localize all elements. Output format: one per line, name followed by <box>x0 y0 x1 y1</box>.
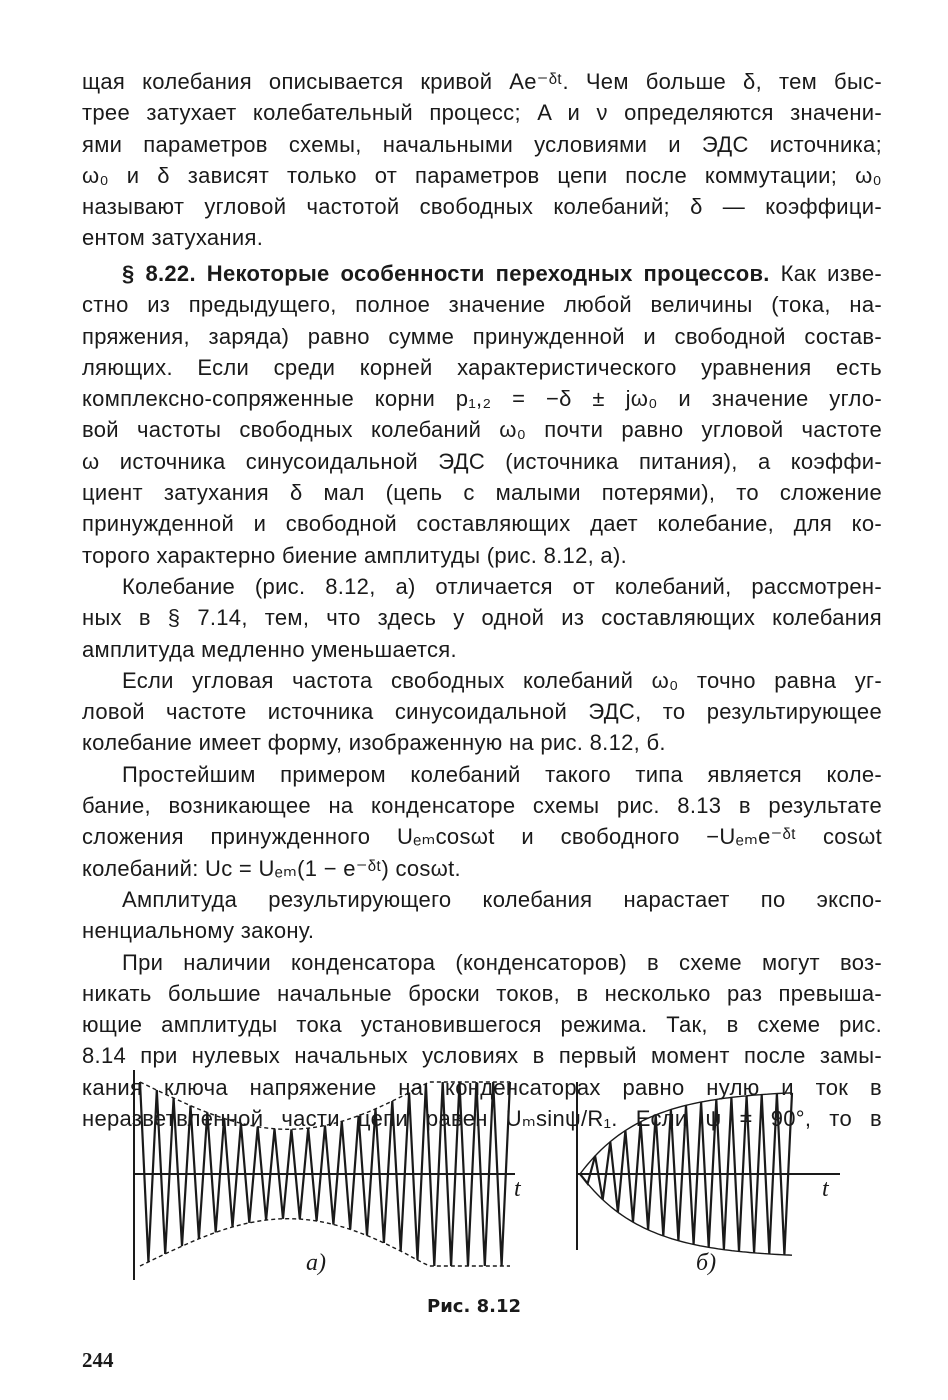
text-line: щая колебания описывается кривой Ae⁻ᵟᵗ. Чем больше δ, тем быс- <box>82 69 882 94</box>
text-line: стно из предыдущего, полное значение любой величины (тока, на- <box>82 292 882 318</box>
text-line: бание, возникающее на конденсаторе схемы рис. 8.13 в результате <box>82 793 882 819</box>
text-line: колебание имеет форму, изображенную на рис. 8.12, б. <box>82 730 666 756</box>
section-8-22 <box>82 258 882 1134</box>
text-line: ентом затухания. <box>82 225 264 251</box>
text-line: циент затухания δ мал (цепь с малыми потерями), то сложение <box>82 480 882 506</box>
text-line: торого характерно биение амплитуды (рис. 8.12, а). <box>82 542 628 568</box>
figure-8-12 <box>120 1060 840 1310</box>
text-line: ющие амплитуды тока установившегося режима. Так, в схеме рис. <box>82 1012 882 1038</box>
text-line: трее затухает колебательный процесс; A и ν определяются значени- <box>82 100 882 126</box>
text-line: ω₀ и δ зависят только от параметров цепи после коммутации; ω₀ <box>82 162 882 188</box>
text-line: ненциальному закону. <box>82 918 315 944</box>
text-line: неразветвленной части цепи равен Uₘsinψ/R₁. Если ψ = 90°, то в <box>82 1106 882 1132</box>
text-line: сложения принужденного Uₑₘcosωt и свободного −Uₑₘe⁻ᵟᵗ cosωt <box>82 824 882 850</box>
text-line: кания ключа напряжение на конденсаторах равно нулю и ток в <box>82 1074 882 1100</box>
text-line: комплексно-сопряженные корни p₁,₂ = −δ ± jω₀ и значение угло- <box>82 386 882 412</box>
text-line: вой частоты свободных колебаний ω₀ почти равно угловой частоте <box>82 417 882 443</box>
text-line: называют угловой частотой свободных колебаний; δ — коэффици- <box>82 194 882 220</box>
text-line: Если угловая частота свободных колебаний ω₀ точно равна уг- <box>122 667 882 693</box>
page-number: 244 <box>82 1348 114 1372</box>
text-line: ω источника синусоидальной ЭДС (источника питания), а коэффи- <box>82 448 882 474</box>
text-line: никать большие начальные броски токов, в несколько раз превыша- <box>82 980 882 1006</box>
text-line: 8.14 при нулевых начальных условиях в первый момент после замы- <box>82 1043 882 1069</box>
plot-a-beating-oscillation <box>134 1070 515 1280</box>
plot-b-growing-oscillation <box>577 1082 840 1255</box>
plot-b-label: б) <box>696 1250 717 1276</box>
plot-a-label: а) <box>306 1250 326 1276</box>
text-line: Амплитуда результирующего колебания нарастает по экспо- <box>122 886 882 912</box>
text-line: Как изве- <box>769 261 882 286</box>
text-line: При наличии конденсатора (конденсаторов) в схеме могут воз- <box>122 949 882 975</box>
text-line: колебаний: Uᴄ = Uₑₘ(1 − e⁻ᵟᵗ) cosωt. <box>82 855 461 881</box>
text-line: амплитуда медленно уменьшается. <box>82 636 457 662</box>
figure-caption: Рис. 8.12 <box>427 1296 521 1317</box>
text-line: Колебание (рис. 8.12, а) отличается от колебаний, рассмотрен- <box>122 573 882 599</box>
section-first-line <box>82 258 882 289</box>
plot-a-axis-label: t <box>514 1176 521 1202</box>
text-line: ями параметров схемы, начальными условиями и ЭДС источника; <box>82 131 882 157</box>
text-line: ных в § 7.14, тем, что здесь у одной из составляющих колебания <box>82 605 882 631</box>
plot-a-envelope-upper <box>140 1082 510 1129</box>
plot-b-envelope-lower <box>580 1174 792 1255</box>
plot-b-axis-label: t <box>822 1176 829 1202</box>
text-line: ляющих. Если среди корней характеристического уравнения есть <box>82 354 882 380</box>
text-line: Простейшим примером колебаний такого типа является коле- <box>122 761 882 787</box>
text-line: ловой частоте источника синусоидальной ЭДС, то результирующее <box>82 699 882 725</box>
text-line: пряжения, заряда) равно сумме принужденной и свободной состав- <box>82 323 882 349</box>
intro-paragraph <box>82 66 882 254</box>
section-heading: § 8.22. Некоторые особенности переходных процессов. <box>122 261 770 286</box>
text-line: принужденной и свободной составляющих дает колебание, для ко- <box>82 511 882 537</box>
